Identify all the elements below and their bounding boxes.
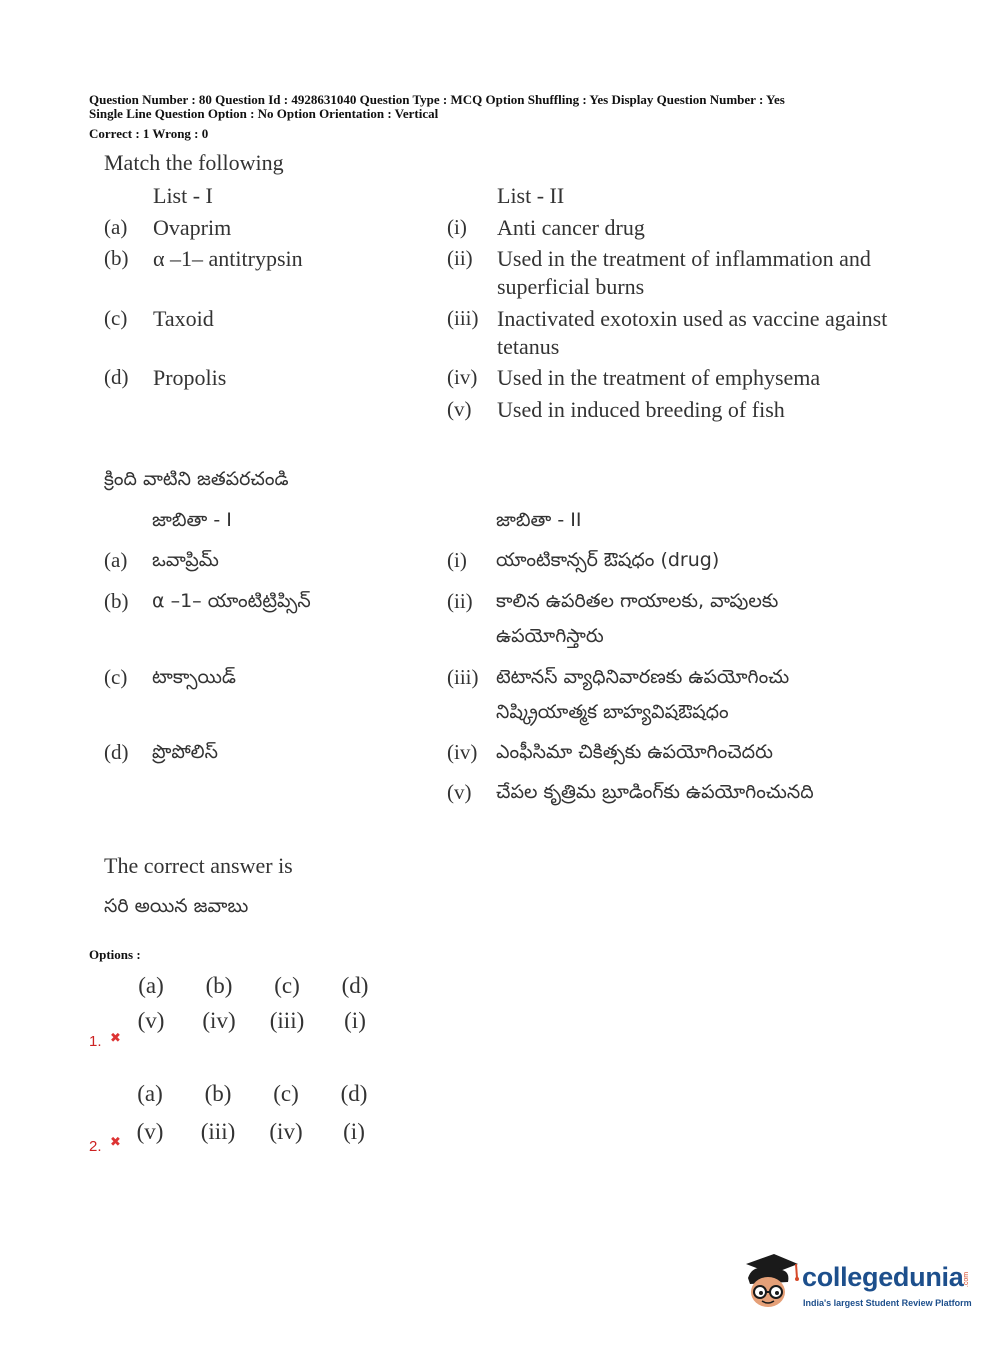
telugu-list2-item-cont: ఉపయోగిస్తారు — [496, 625, 604, 647]
english-list1-item: Taxoid — [153, 306, 214, 331]
logo-wordmark: collegedunia — [802, 1262, 964, 1292]
telugu-list2-tag: (ii) — [447, 589, 473, 613]
telugu-list2-item: యాంటికాన్సర్ ఔషధం (drug) — [496, 549, 720, 571]
telugu-list1-tag: (c) — [104, 665, 128, 689]
wrong-mark-icon: ✖ — [110, 1031, 121, 1046]
english-list2-item: Used in the treatment of inflammation and — [497, 246, 871, 271]
option-value-cell: (v) — [137, 1008, 165, 1033]
logo-domain: .com — [963, 1271, 971, 1288]
telugu-list1-item: ప్రొపోలిస్ — [152, 741, 218, 763]
telugu-list2-item: చేపల కృత్రిమ బ్రూడింగ్‌కు ఉపయోగించునది — [496, 781, 814, 803]
english-list1-tag: (d) — [104, 365, 129, 389]
english-list1-header: List - I — [153, 183, 213, 208]
english-list2-item-cont: tetanus — [497, 334, 560, 359]
english-list2-tag: (ii) — [447, 246, 473, 270]
english-list1-item: α –1– antitrypsin — [153, 246, 303, 271]
telugu-list2-item: ఎంఫీసిమా చికిత్సకు ఉపయోగించెదరు — [496, 741, 773, 763]
option-header-cell: (a) — [138, 973, 164, 998]
option-header-cell: (b) — [205, 973, 233, 998]
wrong-mark-icon: ✖ — [110, 1135, 121, 1150]
english-list2-tag: (i) — [447, 215, 467, 239]
english-list2-item-cont: superficial burns — [497, 274, 645, 299]
answer-prompt-english: The correct answer is — [104, 853, 293, 878]
telugu-list2-header: జాబితా - II — [496, 509, 582, 531]
logo-tagline: India's largest Student Review Platform — [803, 1298, 972, 1308]
question-meta-score: Correct : 1 Wrong : 0 — [89, 126, 209, 141]
option-value-cell: (iv) — [269, 1119, 303, 1144]
option-value-cell: (iv) — [202, 1008, 236, 1033]
english-list2-item: Anti cancer drug — [497, 215, 645, 240]
english-list2-tag: (v) — [447, 397, 472, 421]
answer-prompt-telugu: సరి అయిన జవాబు — [104, 895, 249, 917]
english-list2-item: Inactivated exotoxin used as vaccine against — [497, 306, 888, 331]
telugu-list2-tag: (iii) — [447, 665, 479, 689]
question-meta-line2: Single Line Question Option : No Option Orientation : Vertical — [89, 106, 439, 121]
telugu-list2-tag: (i) — [447, 548, 467, 572]
telugu-list1-tag: (d) — [104, 740, 129, 764]
option-value-cell: (v) — [136, 1119, 164, 1144]
english-list2-item: Used in the treatment of emphysema — [497, 365, 821, 390]
telugu-list1-item: α –1– యాంటిట్రిప్సిన్ — [152, 590, 311, 612]
option-header-cell: (b) — [204, 1081, 232, 1106]
option-header-cell: (c) — [273, 1081, 299, 1106]
options-label: Options : — [89, 947, 141, 962]
option-number: 2. — [89, 1138, 102, 1155]
option-header-cell: (a) — [137, 1081, 163, 1106]
english-list1-tag: (a) — [104, 215, 128, 239]
option-value-cell: (iii) — [200, 1119, 236, 1144]
english-list1-item: Propolis — [153, 365, 227, 390]
english-list2-tag: (iv) — [447, 365, 478, 389]
option-number: 1. — [89, 1033, 102, 1050]
telugu-list1-item: ఒవాప్రిమ్ — [152, 549, 219, 571]
telugu-list2-item: టెటానస్ వ్యాధినివారణకు ఉపయోగించు — [496, 666, 790, 688]
option-header-cell: (c) — [274, 973, 300, 998]
option-value-cell: (iii) — [269, 1008, 305, 1033]
english-heading: Match the following — [104, 150, 284, 175]
telugu-list1-tag: (b) — [104, 589, 129, 613]
telugu-list1-tag: (a) — [104, 548, 128, 572]
english-list1-item: Ovaprim — [153, 215, 232, 240]
telugu-list2-tag: (iv) — [447, 740, 478, 764]
mascot-icon — [740, 1248, 802, 1312]
english-list2-header: List - II — [497, 183, 565, 208]
question-meta-line1: Question Number : 80 Question Id : 4928631040 Question Type : MCQ Option Shuffling : Yes Display Question Number : Yes — [89, 92, 785, 107]
option-value-cell: (i) — [344, 1008, 366, 1033]
option-value-cell: (i) — [343, 1119, 365, 1144]
option-header-cell: (d) — [340, 1081, 368, 1106]
option-header-cell: (d) — [341, 973, 369, 998]
english-list2-tag: (iii) — [447, 306, 479, 330]
telugu-list1-header: జాబితా - I — [152, 509, 232, 531]
english-list1-tag: (b) — [104, 246, 129, 270]
english-list1-tag: (c) — [104, 306, 128, 330]
telugu-list1-item: టాక్సాయిడ్ — [152, 666, 236, 688]
english-list2-item: Used in induced breeding of fish — [497, 397, 785, 422]
telugu-list2-item: కాలిన ఉపరితల గాయాలకు, వాపులకు — [496, 590, 779, 612]
telugu-list2-tag: (v) — [447, 780, 472, 804]
telugu-heading: క్రింది వాటిని జతపరచండి — [104, 468, 289, 490]
telugu-list2-item-cont: నిష్క్రియాత్మక బాహ్యవిషఔషధం — [496, 701, 729, 723]
